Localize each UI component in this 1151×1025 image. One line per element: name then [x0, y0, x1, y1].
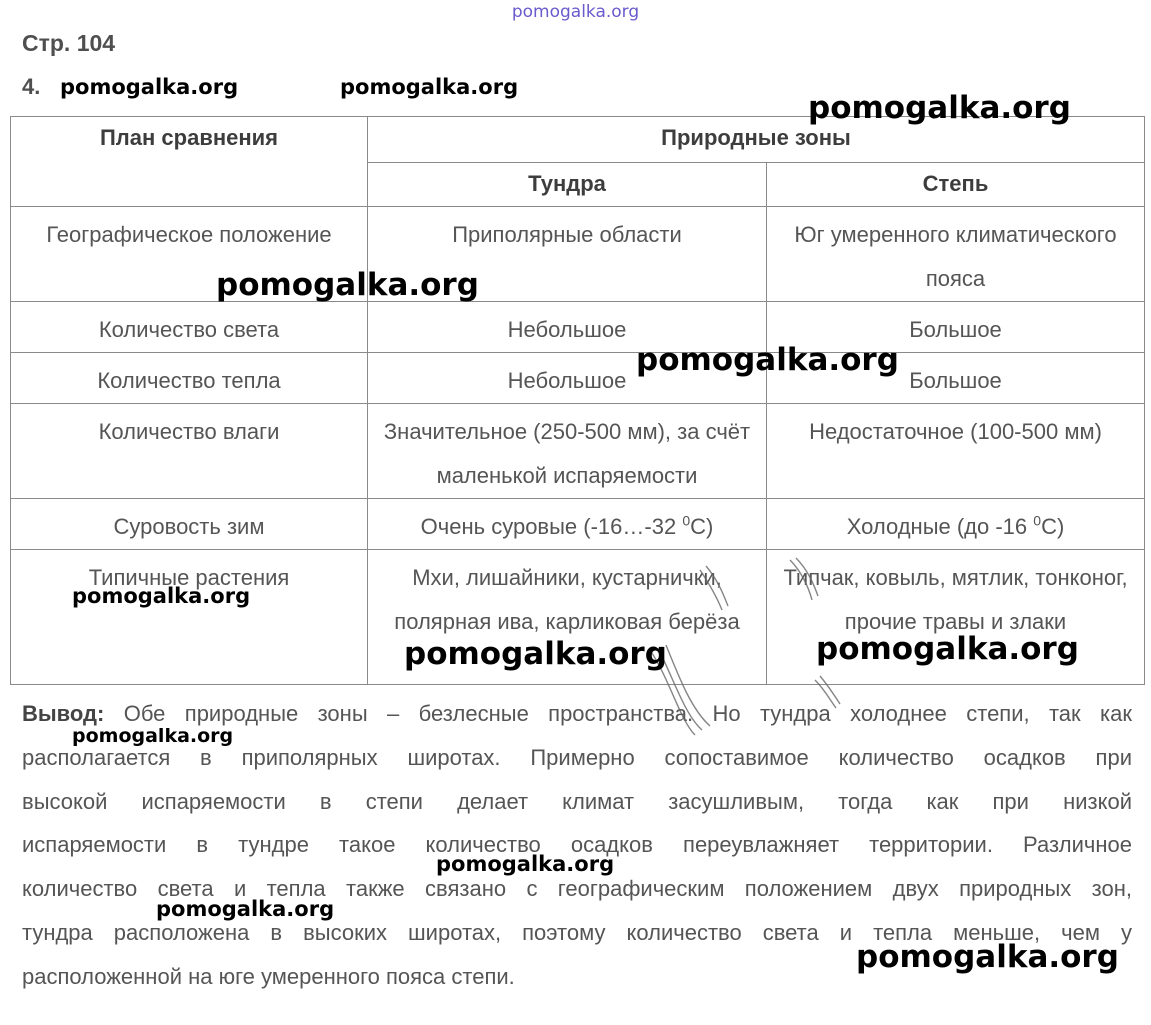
steppe-winter-unit: С) — [1041, 514, 1065, 539]
watermark: pomogalka.org — [72, 725, 234, 747]
row-steppe: Большое — [767, 302, 1145, 353]
header-zones: Природные зоны — [368, 117, 1145, 163]
watermark: pomogalka.org — [60, 75, 239, 99]
row-criterion: Суровость зим — [11, 499, 368, 550]
conclusion-line: количество света и тепла также связано с географическим положением двух природных зон, — [22, 876, 1132, 902]
watermark-top: pomogalka.org — [511, 2, 640, 22]
row-criterion: Количество влаги — [11, 404, 368, 499]
table-row — [11, 404, 1145, 499]
watermark: pomogalka.org — [636, 342, 899, 378]
row-tundra: Мхи, лишайники, кустарнички, полярная ива, карликовая берёза — [368, 550, 767, 685]
conclusion-line: высокой испаряемости в степи делает климат засушливым, тогда как при низкой — [22, 788, 1132, 814]
row-tundra: Приполярные области — [368, 207, 767, 302]
table-row — [11, 353, 1145, 404]
header-steppe: Степь — [767, 163, 1145, 207]
row-steppe: Недостаточное (100-500 мм) — [767, 404, 1145, 499]
header-plan: План сравнения — [11, 117, 368, 207]
row-criterion: Типичные растения — [11, 550, 368, 685]
watermark: pomogalka.org — [72, 584, 251, 608]
degree-sup: 0 — [682, 512, 691, 529]
row-tundra: Значительное (250-500 мм), за счёт маленькой испаряемости — [368, 404, 767, 499]
table-row — [11, 302, 1145, 353]
watermark: pomogalka.org — [340, 75, 519, 99]
watermark: pomogalka.org — [156, 897, 335, 921]
watermark: pomogalka.org — [216, 267, 479, 303]
conclusion-line: располагается в приполярных широтах. Примерно сопоставимое количество осадков при — [22, 744, 1132, 770]
page-label: Стр. 104 — [22, 30, 116, 56]
table-row — [11, 207, 1145, 302]
header-tundra: Тундра — [368, 163, 767, 207]
row-steppe: Типчак, ковыль, мятлик, тонконог, прочие травы и злаки — [767, 550, 1145, 685]
degree-sup: 0 — [1033, 512, 1042, 529]
tundra-winter-unit: С) — [690, 514, 714, 539]
watermark: pomogalka.org — [404, 636, 667, 672]
watermark: pomogalka.org — [856, 939, 1119, 975]
tundra-winter-text: Очень суровые (-16…-32 — [420, 514, 683, 539]
conclusion-line: расположенной на юге умеренного пояса степи. — [22, 963, 515, 989]
row-tundra: Небольшое — [368, 302, 767, 353]
watermark: pomogalka.org — [808, 90, 1071, 126]
row-tundra: Небольшое — [368, 353, 767, 404]
row-steppe: Большое — [767, 353, 1145, 404]
conclusion-line: испаряемости в тундре такое количество осадков переувлажняет территории. Различное — [22, 832, 1132, 858]
watermark: pomogalka.org — [816, 631, 1079, 667]
row-steppe: Юг умеренного климатического пояса — [767, 207, 1145, 302]
conclusion-line: тундра расположена в высоких широтах, поэтому количество света и тепла меньше, чем у — [22, 919, 1132, 945]
row-criterion: Географическое положение — [11, 207, 368, 302]
row-criterion: Количество тепла — [11, 353, 368, 404]
conclusion-lead: Вывод: — [22, 701, 105, 726]
task-number: 4. — [22, 74, 41, 99]
row-criterion: Количество света — [11, 302, 368, 353]
steppe-winter-text: Холодные (до -16 — [846, 514, 1034, 539]
watermark: pomogalka.org — [436, 852, 615, 876]
table-row — [11, 499, 1145, 550]
conclusion-line: Обе природные зоны – безлесные пространства. Но тундра холоднее степи, так как — [104, 701, 1132, 726]
